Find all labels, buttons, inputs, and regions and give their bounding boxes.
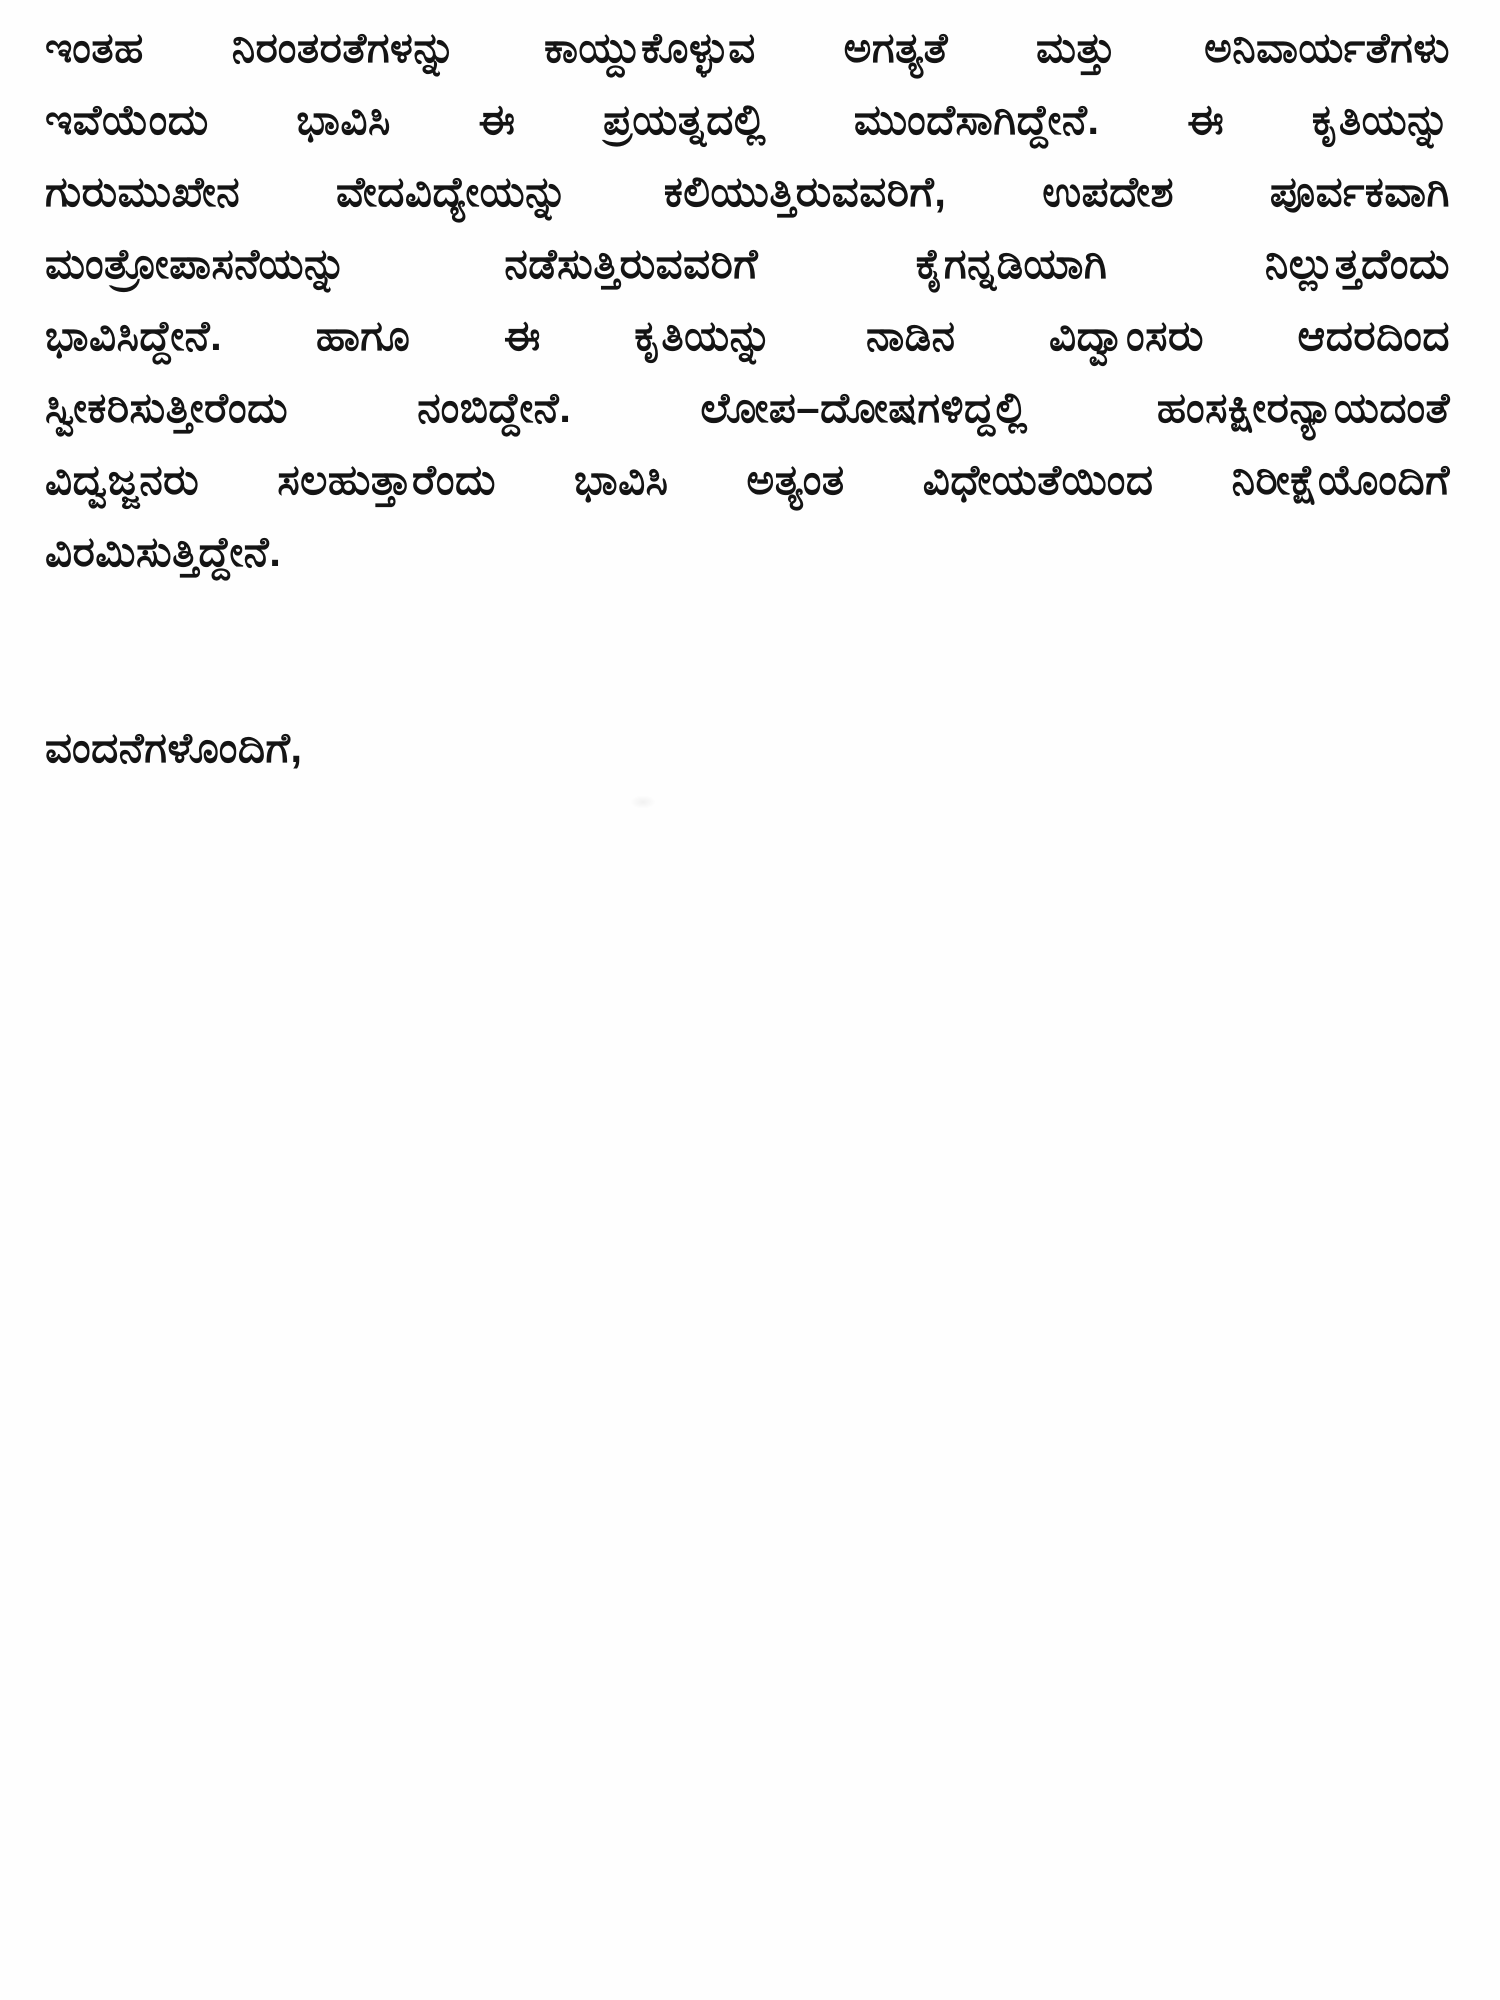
text-line: ಭಾವಿಸಿದ್ದೇನೆ. ಹಾಗೂ ಈ ಕೃತಿಯನ್ನು ನಾಡಿನ ವಿದ್ವಾಂಸರು ಆದರದಿಂದ [45, 312, 1450, 359]
closing-salutation: ವಂದನೆಗಳೊಂದಿಗೆ, [45, 724, 303, 771]
scan-smudge-artifact [630, 795, 656, 809]
text-line: ಸ್ವೀಕರಿಸುತ್ತೀರೆಂದು ನಂಬಿದ್ದೇನೆ. ಲೋಪ–ದೋಷಗಳಿದ್ದಲ್ಲಿ ಹಂಸಕ್ಷೀರನ್ಯಾಯದಂತೆ [45, 384, 1450, 431]
text-line: ಗುರುಮುಖೇನ ವೇದವಿದ್ಯೇಯನ್ನು ಕಲಿಯುತ್ತಿರುವವರಿಗೆ, ಉಪದೇಶ ಪೂರ್ವಕವಾಗಿ [45, 168, 1450, 215]
text-line: ಇವೆಯೆಂದು ಭಾವಿಸಿ ಈ ಪ್ರಯತ್ನದಲ್ಲಿ ಮುಂದೆಸಾಗಿದ್ದೇನೆ. ಈ ಕೃತಿಯನ್ನು [45, 96, 1450, 143]
text-line: ವಿದ್ವಜ್ಜನರು ಸಲಹುತ್ತಾರೆಂದು ಭಾವಿಸಿ ಅತ್ಯಂತ ವಿಧೇಯತೆಯಿಂದ ನಿರೀಕ್ಷೆಯೊಂದಿಗೆ [45, 456, 1450, 503]
text-line: ಮಂತ್ರೋಪಾಸನೆಯನ್ನು ನಡೆಸುತ್ತಿರುವವರಿಗೆ ಕೈಗನ್ನಡಿಯಾಗಿ ನಿಲ್ಲುತ್ತದೆಂದು [45, 240, 1450, 287]
text-line: ವಿರಮಿಸುತ್ತಿದ್ದೇನೆ. [45, 528, 282, 575]
text-line: ಇಂತಹ ನಿರಂತರತೆಗಳನ್ನು ಕಾಯ್ದುಕೊಳ್ಳುವ ಅಗತ್ಯತೆ ಮತ್ತು ಅನಿವಾರ್ಯತೆಗಳು [45, 24, 1450, 71]
body-paragraph [45, 12, 1450, 588]
